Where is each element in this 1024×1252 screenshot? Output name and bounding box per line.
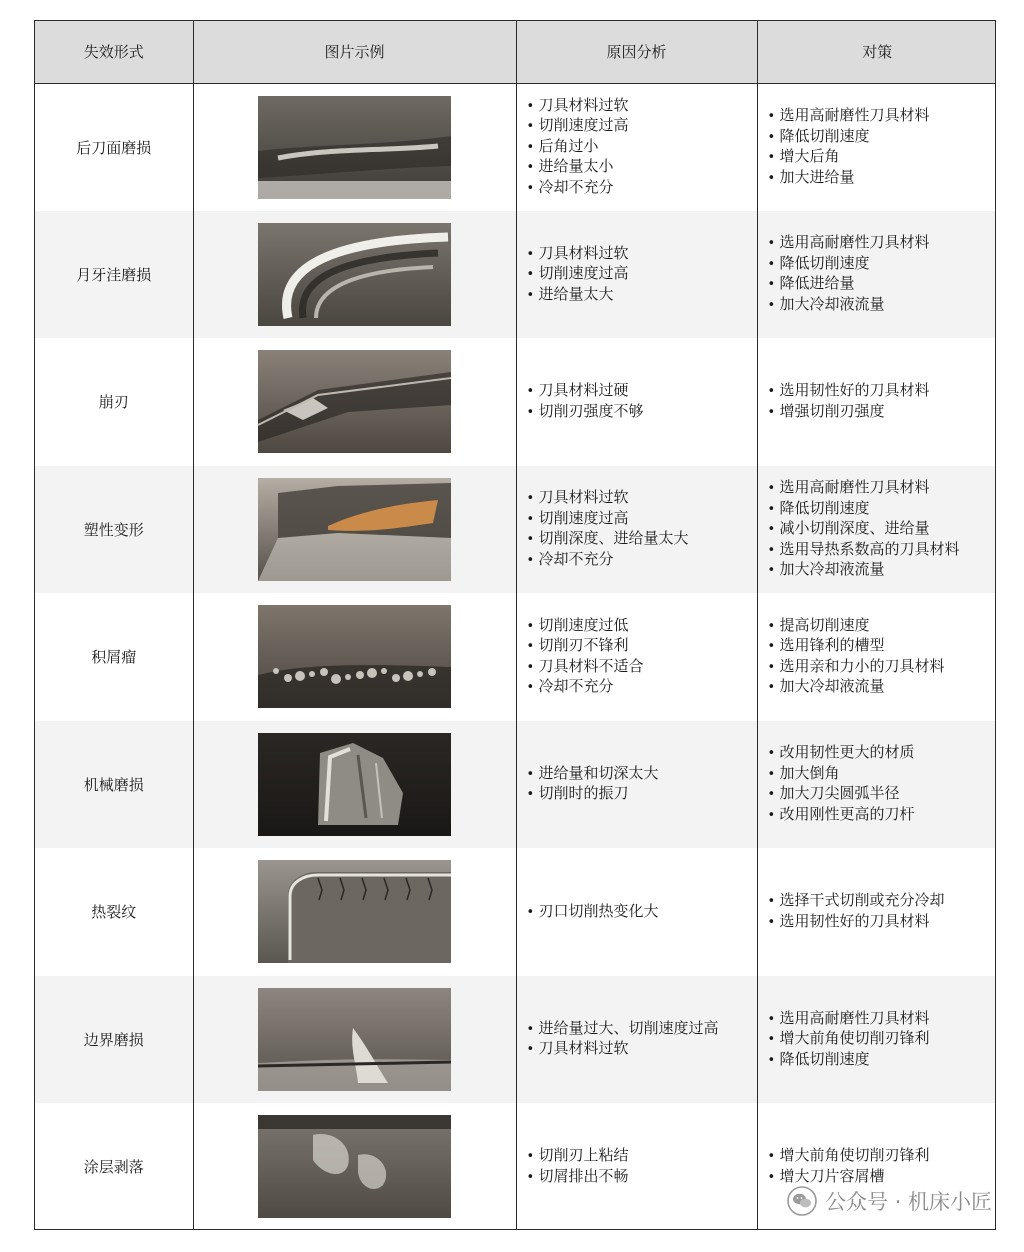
solution-item: • 加大冷却液流量: [768, 295, 997, 316]
cause-list: [517, 1146, 757, 1187]
solution-item: • 选择干式切削或充分冷却: [768, 891, 997, 912]
cause-item: • 进给量过大、切削速度过高: [527, 1019, 757, 1040]
cause-item: • 进给量太大: [527, 285, 757, 306]
solution-item: • 增强切削刃强度: [768, 402, 997, 423]
cause-list: [517, 616, 757, 698]
solution-cell: [757, 211, 996, 339]
example-image-cell: [193, 338, 516, 466]
failure-mode-cell: 塑性变形: [35, 466, 193, 594]
cause-list: [517, 764, 757, 805]
solution-item: • 降低切削速度: [768, 1050, 997, 1071]
solution-item: • 选用导热系数高的刀具材料: [768, 540, 997, 561]
cause-item: • 切屑排出不畅: [527, 1167, 757, 1188]
cause-cell: [516, 721, 757, 849]
solution-item: • 选用韧性好的刀具材料: [768, 381, 997, 402]
solution-list: [758, 1009, 997, 1071]
cause-cell: [516, 211, 757, 339]
cause-item: • 刀具材料过软: [527, 488, 757, 509]
solution-item: • 加大进给量: [768, 168, 997, 189]
cause-item: • 冷却不充分: [527, 178, 757, 199]
example-image-cell: [193, 721, 516, 849]
cause-item: • 进给量太小: [527, 157, 757, 178]
solution-item: • 增大后角: [768, 147, 997, 168]
solution-item: • 加大倒角: [768, 764, 997, 785]
cause-item: • 切削刃上粘结: [527, 1146, 757, 1167]
cause-item: • 切削深度、进给量太大: [527, 529, 757, 550]
cause-item: • 切削速度过低: [527, 616, 757, 637]
cause-item: • 切削速度过高: [527, 509, 757, 530]
header-cause: 原因分析: [516, 21, 757, 83]
mechanical-wear-photo: [258, 733, 451, 836]
solution-item: • 降低切削速度: [768, 254, 997, 275]
solution-cell: [757, 338, 996, 466]
cause-list: [517, 381, 757, 422]
example-image-cell: [193, 976, 516, 1104]
solution-cell: [757, 83, 996, 211]
header-solution: 对策: [757, 21, 996, 83]
cause-item: • 切削刃不锋利: [527, 636, 757, 657]
failure-mode-cell: 积屑瘤: [35, 593, 193, 721]
table-header-row: [35, 21, 996, 83]
solution-cell: [757, 848, 996, 976]
solution-item: • 选用高耐磨性刀具材料: [768, 106, 997, 127]
cause-cell: [516, 1103, 757, 1230]
solution-cell: [757, 593, 996, 721]
failure-mode-cell: 崩刃: [35, 338, 193, 466]
failure-mode-cell: 后刀面磨损: [35, 83, 193, 211]
cause-cell: [516, 338, 757, 466]
chipping-photo: [258, 350, 451, 453]
coating-peeling-photo: [258, 1115, 451, 1218]
table-row: [35, 976, 996, 1104]
thermal-crack-photo: [258, 860, 451, 963]
solution-item: • 加大刀尖圆弧半径: [768, 784, 997, 805]
cause-item: • 刀具材料过软: [527, 244, 757, 265]
failure-mode-cell: 涂层剥落: [35, 1103, 193, 1230]
failure-mode-cell: 机械磨损: [35, 721, 193, 849]
cause-item: • 刀具材料不适合: [527, 657, 757, 678]
cause-item: • 刀具材料过软: [527, 96, 757, 117]
cause-item: • 刀具材料过硬: [527, 381, 757, 402]
table-row: [35, 83, 996, 211]
table-row: [35, 211, 996, 339]
solution-cell: [757, 466, 996, 594]
solution-item: • 减小切削深度、进给量: [768, 519, 997, 540]
failure-mode-cell: 边界磨损: [35, 976, 193, 1104]
solution-item: • 改用韧性更大的材质: [768, 743, 997, 764]
cause-cell: [516, 83, 757, 211]
solution-item: • 降低切削速度: [768, 127, 997, 148]
tool-failure-table: [35, 21, 996, 1230]
cause-cell: [516, 593, 757, 721]
cause-item: • 刀具材料过软: [527, 1039, 757, 1060]
crater-wear-photo: [258, 223, 451, 326]
failure-mode-cell: 月牙洼磨损: [35, 211, 193, 339]
solution-cell: [757, 721, 996, 849]
solution-list: [758, 106, 997, 188]
solution-item: • 选用高耐磨性刀具材料: [768, 1009, 997, 1030]
cause-item: • 切削刃强度不够: [527, 402, 757, 423]
solution-list: [758, 478, 997, 581]
solution-item: • 增大前角使切削刃锋利: [768, 1146, 997, 1167]
solution-list: [758, 616, 997, 698]
cause-item: • 切削速度过高: [527, 116, 757, 137]
example-image-cell: [193, 848, 516, 976]
built-up-edge-photo: [258, 605, 451, 708]
failure-mode-cell: 热裂纹: [35, 848, 193, 976]
solution-item: • 降低进给量: [768, 274, 997, 295]
table-row: [35, 721, 996, 849]
cause-cell: [516, 466, 757, 594]
cause-cell: [516, 848, 757, 976]
solution-list: [758, 1146, 997, 1187]
cause-item: • 进给量和切深太大: [527, 764, 757, 785]
example-image-cell: [193, 1103, 516, 1230]
solution-item: • 加大冷却液流量: [768, 560, 997, 581]
table-row: [35, 593, 996, 721]
cause-list: [517, 902, 757, 923]
cause-list: [517, 96, 757, 199]
watermark: [787, 1186, 992, 1216]
solution-item: • 提高切削速度: [768, 616, 997, 637]
cause-item: • 冷却不充分: [527, 677, 757, 698]
cause-item: • 冷却不充分: [527, 550, 757, 571]
example-image-cell: [193, 466, 516, 594]
solution-item: • 选用高耐磨性刀具材料: [768, 233, 997, 254]
flank-wear-photo: [258, 96, 451, 199]
solution-item: • 降低切削速度: [768, 499, 997, 520]
solution-item: • 增大刀片容屑槽: [768, 1167, 997, 1188]
solution-list: [758, 381, 997, 422]
notch-wear-photo: [258, 988, 451, 1091]
solution-list: [758, 743, 997, 825]
example-image-cell: [193, 211, 516, 339]
solution-item: • 增大前角使切削刃锋利: [768, 1029, 997, 1050]
plastic-deformation-photo: [258, 478, 451, 581]
cause-item: • 切削时的振刀: [527, 784, 757, 805]
solution-item: • 选用高耐磨性刀具材料: [768, 478, 997, 499]
solution-item: • 加大冷却液流量: [768, 677, 997, 698]
cause-item: • 刃口切削热变化大: [527, 902, 757, 923]
cause-list: [517, 488, 757, 570]
solution-item: • 选用韧性好的刀具材料: [768, 912, 997, 933]
solution-item: • 选用亲和力小的刀具材料: [768, 657, 997, 678]
solution-cell: [757, 976, 996, 1104]
cause-cell: [516, 976, 757, 1104]
solution-item: • 改用刚性更高的刀杆: [768, 805, 997, 826]
table-row: [35, 338, 996, 466]
cause-item: • 后角过小: [527, 137, 757, 158]
solution-item: • 选用锋利的槽型: [768, 636, 997, 657]
cause-list: [517, 244, 757, 306]
table-row: [35, 466, 996, 594]
header-image: 图片示例: [193, 21, 516, 83]
example-image-cell: [193, 593, 516, 721]
watermark-text: 公众号 · 机床小匠: [824, 1190, 992, 1214]
header-mode: 失效形式: [35, 21, 193, 83]
failure-table-frame: [34, 20, 996, 1230]
solution-list: [758, 233, 997, 315]
example-image-cell: [193, 83, 516, 211]
wechat-icon: [787, 1186, 817, 1216]
solution-list: [758, 891, 997, 932]
cause-item: • 切削速度过高: [527, 264, 757, 285]
cause-list: [517, 1019, 757, 1060]
table-row: [35, 848, 996, 976]
